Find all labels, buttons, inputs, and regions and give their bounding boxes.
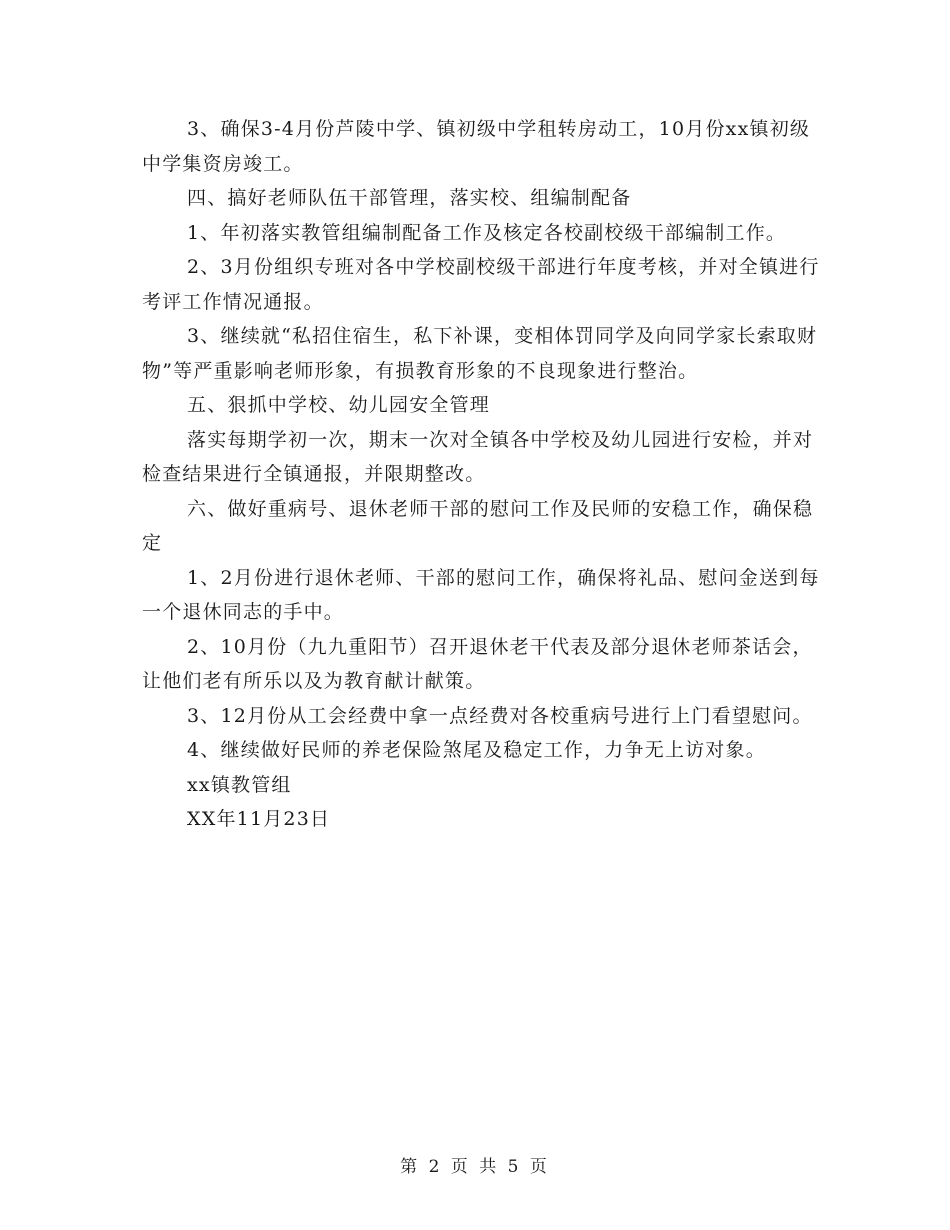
paragraph-item-3-housing: 3、确保3-4月份芦陵中学、镇初级中学租转房动工，10月份xx镇初级中学集资房竣工。 xyxy=(142,118,811,175)
paragraph-item-4-pension: 4、继续做好民师的养老保险煞尾及稳定工作，力争无上访对象。 xyxy=(187,739,766,761)
section-heading-4: 四、搞好老师队伍干部管理，落实校、组编制配备 xyxy=(187,187,632,209)
paragraph-item-1-staffing: 1、年初落实教管组编制配备工作及核定各校副校级干部编制工作。 xyxy=(187,221,787,244)
paragraph-safety-inspection: 落实每期学初一次，期末一次对全镇各中学校及幼儿园进行安检，并对检查结果进行全镇通报，并限期整改。 xyxy=(142,428,814,485)
page-number-footer: 第 2 页 共 5 页 xyxy=(400,1157,550,1177)
paragraph-item-1-retiree-visit: 1、2月份进行退休老师、干部的慰问工作，确保将礼品、慰问金送到每一个退休同志的手中。 xyxy=(142,566,820,623)
signature-organization: xx镇教管组 xyxy=(187,773,292,796)
paragraph-item-2-assessment: 2、3月份组织专班对各中学校副校级干部进行年度考核，并对全镇进行考评工作情况通报。 xyxy=(142,256,820,313)
section-heading-5: 五、狠抓中学校、幼儿园安全管理 xyxy=(187,394,491,416)
paragraph-item-3-rectification: 3、继续就“私招住宿生，私下补课，变相体罚同学及向同学家长索取财物”等严重影响老师形象，有损教育形象的不良现象进行整治。 xyxy=(142,325,818,382)
section-heading-6: 六、做好重病号、退休老师干部的慰问工作及民师的安稳工作，确保稳定 xyxy=(142,497,814,554)
paragraph-item-3-sick-visit: 3、12月份从工会经费中拿一点经费对各校重病号进行上门看望慰问。 xyxy=(187,704,813,727)
signature-date: XX年11月23日 xyxy=(187,808,331,830)
document-body xyxy=(142,112,822,837)
paragraph-item-2-tea-party: 2、10月份（九九重阳节）召开退休老干代表及部分退休老师茶话会，让他们老有所乐以及为教育献计献策。 xyxy=(142,635,813,692)
